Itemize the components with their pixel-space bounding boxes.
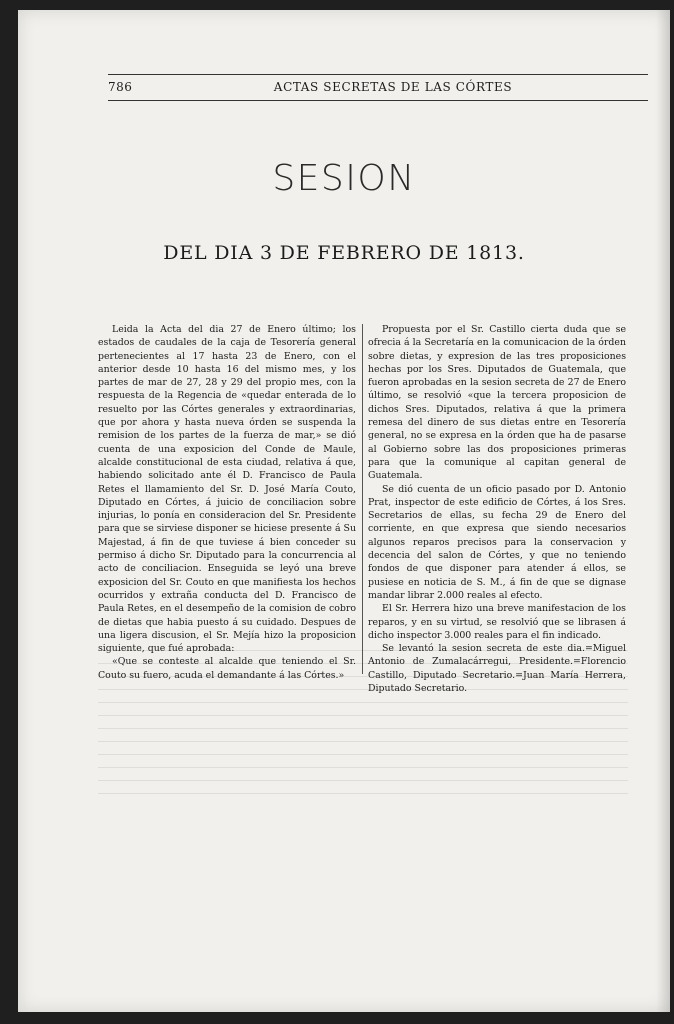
left-text-column <box>98 323 356 682</box>
paragraph: Leida la Acta del dia 27 de Enero último; los estados de caudales de la caja de Tesorería general pertenecientes al 17 hasta 23 de Enero, con el anterior desde 10 hasta 16 del mismo mes, y los partes de mar de 27, 28 y 29 del propio mes, con la respuesta de la Regencia de «quedar enterada de lo resuelto por las Córtes generales y extraordinarias, que por ahora y hasta nueva órden se suspenda la remision de los partes de la fuerza de mar,» se dió cuenta de una exposicion del Conde de Maule, alcalde constitucional de esta ciudad, relativa á que, habiendo solicitado ante él D. Francisco de Paula Retes el llamamiento del Sr. D. José María Couto, Diputado en Córtes, á juicio de conciliacion sobre injurias, lo ponía en consideracion del Sr. Presidente para que se sirviese disponer se hiciese presente á Su Majestad, á fin de que tuviese á bien conceder su permiso á dicho Sr. Diputado para la concurrencia al acto de conciliacion. Enseguida se leyó una breve exposicion del Sr. Couto en que manifiesta los hechos ocurridos y extraña conducta del D. Francisco de Paula Retes, en el desempeño de la comision de cobro de dietas que habia puesto á su cuidado. Despues de una ligera discusion, el Sr. Mejía hizo la proposicion siguiente, que fué aprobada: <box>98 324 356 655</box>
session-date-subtitle: DEL DIA 3 DE FEBRERO DE 1813. <box>163 242 525 264</box>
paragraph: Se dió cuenta de un oficio pasado por D. Antonio Prat, inspector de este edificio de Córtes, á los Sres. Secretarios de ellas, su fecha 29 de Enero del corriente, en que expresa que siendo necesarios algunos reparos precisos para la conservacion y decencia del salon de Córtes, y que no teniendo fondos de que disponer para atender á ellos, se pusiese en noticia de S. M., á fin de que se dignase mandar librar 2.000 reales al efecto. <box>368 483 626 601</box>
paragraph: El Sr. Herrera hizo una breve manifestacion de los reparos, y en su virtud, se resolvió que se librasen á dicho inspector 3.000 reales para el fin indicado. <box>368 603 626 641</box>
page-edge-shade <box>656 10 670 1012</box>
show-through-bleed <box>98 650 628 800</box>
header-rule-top <box>108 74 648 75</box>
page-number: 786 <box>108 80 133 94</box>
paragraph: Propuesta por el Sr. Castillo cierta duda que se ofrecia á la Secretaría en la comunicacion de la órden sobre dietas, y expresion de las tres proposiciones hechas por los Sres. Diputados de Guatemala, que fueron aprobadas en la sesion secreta de 27 de Enero último, se resolvió «que la tercera proposicion de dichos Sres. Diputados, relativa á que la primera remesa del dinero de sus dietas entre en Tesorería general, no se expresa en la órden que ha de pasarse al Gobierno sobre las dos proposiciones primeras para que la comunique al capitan general de Guatemala. <box>368 324 626 482</box>
book-page <box>18 10 670 1012</box>
paragraph: Se levantó la sesion secreta de este dia.=Miguel Antonio de Zumalacárregui, Presidente.=Florencio Castillo, Diputado Secretario.=Juan María Herrera, Diputado Secretario. <box>368 643 626 695</box>
header-rule-bottom <box>108 100 648 101</box>
right-text-column <box>368 323 626 695</box>
running-head: ACTAS SECRETAS DE LAS CÓRTES <box>273 80 513 94</box>
paragraph: «Que se conteste al alcalde que teniendo el Sr. Couto su fuero, acuda el demandante á las Córtes.» <box>98 656 356 681</box>
column-divider <box>362 324 363 674</box>
session-title: SESION <box>272 158 416 199</box>
